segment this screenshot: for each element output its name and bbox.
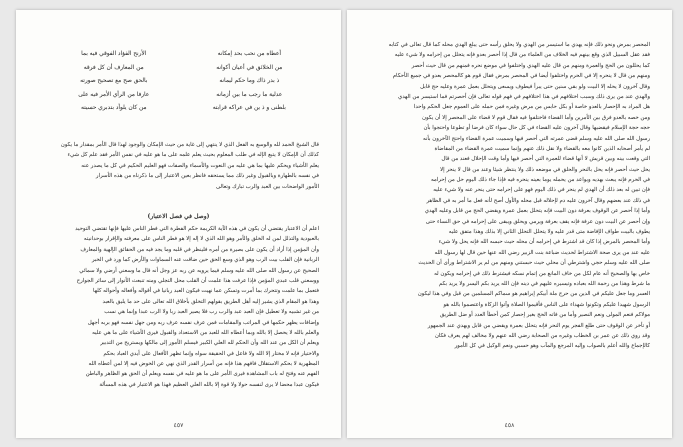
verse-hemistich: من كان يلوأد بتدبري حسيته bbox=[80, 105, 147, 112]
verse-hemistich: أعطاه من نحب بحد إمكانه bbox=[217, 51, 281, 57]
text-line: وإن أحصر عن البيت دون عرفة فإنه يقف بعرفة ويرمي ويحلق ويبقى على إحرامه في حق النساء حتى bbox=[425, 218, 650, 225]
verse-line bbox=[56, 89, 307, 103]
text-line: وأما إذا أحصر عن الوقوف بعرفة دون البيت فإنه يتحلل بعمل عمرة ويقضي الحج من قابل وعليه الهدي bbox=[424, 208, 650, 215]
text-line: وقد روي ذلك عن عمر بن الخطاب وغيره من الصحابة رضي الله عنهم ولا مخالف لهم يعرف فكان bbox=[434, 332, 650, 339]
verse-line bbox=[56, 62, 307, 76]
text-line: صلى الله عليه وسلم حجي واشترطي أن محلي حيث حبستني ومنهم من لم ير الاشتراط ورأى أن الحديث bbox=[418, 260, 650, 267]
text-line: الصحيح عن رسول الله صلى الله عليه وسلم فيما يرويه عن ربه عز وجل أنه قال ما وسعني أرضي ولا سمائي bbox=[79, 267, 319, 274]
text-line: وقال آخرون لا يحله إلا البيت ولو بقي سنين حتى يبرأ فيطوف ويسعى ويتحلل بعمل عمرة وعليه حج قابل bbox=[420, 83, 650, 90]
text-line: في نفسه بالطهارة وبالقبول وغير ذلك مما يستحقه فانظر بعين الاعتبار إلى ما ذكرناه من هذه الأسرار bbox=[95, 173, 319, 180]
page-number-right: ٤٥٨ bbox=[504, 422, 515, 429]
left-page bbox=[16, 10, 341, 438]
text-line: فإن تبين له بعد ذلك أن الهدي لم ينحر في ذلك اليوم فهو على إحرامه حتى ينحر عنه ولا شيء عليه bbox=[433, 187, 650, 194]
page-number-left: ٤٥٧ bbox=[173, 422, 184, 429]
text-line: العسر وما جعل عليكم في الدين من حرج ملة أبيكم إبراهيم هو سماكم المسلمين من قبل وفي هذا ليكون bbox=[417, 291, 650, 298]
text-line: ومن خصه بالعدو فرق بين الأمرين وأما القضاء فاختلفوا فيه فقال قوم لا قضاء على المحصر إلا أن يكون bbox=[422, 114, 650, 121]
text-line: ووسعني قلب عبدي المؤمن فإذا عرفت هذا علمت أن القلب محل التجلي ومنه تنبعث الأنوار إلى سائر الجوارح bbox=[76, 277, 319, 284]
verse-hemistich: من المعارف أن كل فرقه bbox=[83, 64, 144, 71]
text-line: هل المراد به الإحصار بالعدو خاصة أو بكل حابس من مرض وغيره فمن حمله على العموم جعل الحكم واحدا bbox=[413, 104, 650, 111]
verse-block bbox=[56, 48, 307, 128]
text-line: حجه حجة الإسلام فيقضيها وقال آخرون عليه القضاء في كل حال سواء كان فرضا أو تطوعا واحتجوا بأن bbox=[423, 125, 650, 132]
verse-hemistich: ذ بدر ذاك وما حكم ليمانه bbox=[219, 78, 280, 85]
text-line: مولاكم فنعم المولى ونعم النصير وأما من فاته الحج بغير إحصار كمن أخطأ العدد أو ضل الطريق bbox=[440, 312, 650, 319]
verse-line bbox=[56, 48, 307, 62]
text-line: يحل حيث أحصر فإنه يحل بالنحر والحلق في موضعه ذلك ولا ينتظر شيئا وعند من قال لا ينحر إلا bbox=[440, 166, 650, 173]
text-line: كما يحللون من الحج والعمرة ومنهم من قال عليه الهدي واختلفوا في موضع نحره فمنهم من قال حيث أحصر bbox=[411, 62, 650, 69]
text-line: وإضافات يظهر حكمها في المراتب والمقامات فمن عرف نفسه عرف ربه ومن جهل نفسه فهو بربه أجهل bbox=[87, 319, 319, 326]
text-line: كذلك أن الإمكان لا يتبع الإله في طلب المعلوم بحيث يعلم علمه على ما هو عليه في نفس الأمر فقد علم كل شيء bbox=[67, 152, 319, 159]
text-line: الربانية فإن القلب بيت الرب وهو الذي وسع الحق حين ضاقت عنه السماوات والأرض كما ورد في الخبر bbox=[91, 257, 319, 264]
verse-hemistich: عارفا من الرأي الأمر فيه على bbox=[78, 91, 150, 98]
text-line: المحصر بمرض ونحو ذلك فإنه يهدي ما استيسر من الهدي ولا يحلق رأسه حتى يبلغ الهدي محله كما قال تعالى في كتابه bbox=[388, 42, 650, 48]
verse-hemistich: بالحق صح مع تصحيح صورته bbox=[80, 78, 148, 85]
text-line: خاص بها والصحيح أنه عام لكل من خاف المانع من إتمام نسكه فيشترط ذلك في إحرامه ويكون له bbox=[434, 270, 650, 277]
text-line: ويعلم أن الكل من عند الله وأن الحكم لله العلي الكبير فيسلم الأمور إلى مالكها ويستريح من التدبير bbox=[100, 340, 319, 347]
text-line: يطوف بالبيت طواف الإفاضة متى قدر عليه ولا يتحلل التحلل الثاني إلا بذلك وهذا متفق عليه bbox=[448, 229, 650, 236]
text-line: التي وقعت بينه وبين قريش لا أنها قضاء للعمرة التي أحصر فيها وأما وقت الإحلال فعند من قال bbox=[441, 156, 650, 163]
text-line: الأمور الواضحات بين العبد والرب تبارك وتعالى bbox=[215, 183, 319, 190]
text-line: الرسول شهيدا عليكم وتكونوا شهداء على الناس فأقيموا الصلاة وآتوا الزكاة واعتصموا بالله هو bbox=[443, 301, 650, 308]
text-line: في ذلك عند بعضهم وقال آخرون عليه دم لإحلاله قبل محله والأول أصح لأنه فعل ما أمر به في الظاهر bbox=[426, 197, 650, 204]
text-line: رسول الله صلى الله عليه وسلم قضى عمرته التي أحصر فيها وسميت عمرة القضاء واحتج الآخرون بأنه bbox=[423, 135, 650, 142]
text-line: ومنهم من قال لا ينحره إلا في الحرم واختلفوا أيضا في المحصر بمرض فقال قوم هو كالمحصر بعدو في جميع الأحكام bbox=[392, 73, 650, 80]
text-line: والاختيار فإنه لا مختار إلا الله ولا فاعل في الحقيقة سواه وإنما تظهر الأفعال على أيدي العباد بحكم bbox=[103, 350, 319, 357]
text-line: لم يأمر أصحابه الذين كانوا معه بالقضاء ولا نقل ذلك عنهم وإنما سميت عمرة القضاء من المقاضاة bbox=[434, 145, 650, 152]
text-line: فيكون عبدا محضا لا يرى لنفسه حولا ولا قوة إلا بالله العلي العظيم فهذا هو الاعتبار في هذه المسألة bbox=[99, 381, 319, 388]
text-line: قال الشيخ الحمد لله والوسع به الفعل الذي لا ينتهي إلى غاية من حيث الإمكان والوجود لهذا قال الأمر بمقدار ما يكون bbox=[60, 142, 319, 148]
text-line: المظهرية لا بحكم الاستقلال فافهم هذا فإنه من أسرار القدر الذي نهي عن الخوض فيه إلا لمن أعطاه الله bbox=[88, 361, 319, 368]
verse-line bbox=[56, 75, 307, 89]
right-body-text bbox=[369, 40, 650, 352]
text-line: وأما المحصر بالمرض إذا كان قد اشترط في إحرامه أن محله حيث حبسه الله فإنه يحل ولا شيء bbox=[438, 239, 650, 246]
text-line: ما شرط وهذا من رحمة الله بعباده وتيسيره عليهم في دينه فإن الله يريد بكم اليسر ولا يريد بكم bbox=[438, 280, 650, 287]
text-line: والعلم بالله لا يحصل إلا بالله وبما أعطاه الله للعبد من الاستعداد والقبول فيرى الأشياء على ما هي عليه bbox=[92, 329, 319, 336]
text-line: بالعبودية والتذلل لمن له الخلق والأمر وهو الله الذي لا إله إلا هو فطر الناس على معرفته والإقرار بوحدانيته bbox=[83, 236, 319, 243]
text-line: فتعمل بما علمت وتتحرك بما أمرت وتسكن عما نهيت فيكون العبد ربانيا في أقواله وأفعاله وأحواله كلها bbox=[92, 288, 319, 295]
text-line: الفهم عنه وفتح له باب المشاهدة فيرى الأمر على ما هو عليه في نفسه ويعلم أن الحق هو الظاهر والباطن bbox=[85, 371, 319, 378]
left-intro-text bbox=[38, 140, 319, 192]
text-line: عليه عند من يرى صحة الاشتراط لحديث ضباعة بنت الزبير رضي الله عنها حين قال لها رسول الله bbox=[434, 249, 650, 256]
text-line: فقد عقل السبيل الذي وقع بينهم فيه الخلاف من العلماء من قال إذا أحصر بعدو فإنه يتحلل من إحرامه ولا شيء عليه bbox=[394, 52, 650, 59]
text-line: والهدي عند من يرى ذلك وسبب اختلافهم في هذا اختلافهم في فهم قوله تعالى فإن أحصرتم فما استيسر من الهدي bbox=[398, 93, 650, 100]
text-line: اعلم أن الاعتبار يقتضي أن يكون في هذه الآية الكريمة حكم الفطرة التي فطر الناس عليها فإنها تقتضي التوحيد bbox=[75, 226, 319, 232]
text-line: من غير تشبيه ولا تعطيل فإن العبد عبد والرب رب فلا يصير العبد ربا ولا الرب عبدا وإنما هي نسب bbox=[104, 309, 319, 316]
text-line: وهذا هو المقام الذي يشير إليه أهل الطريق بقولهم التخلق بأخلاق الله تعالى على حد ما يليق بالعبد bbox=[102, 298, 319, 305]
verse-line bbox=[56, 102, 307, 116]
text-line: وأن المؤمن إذا أراد أن يكون على بصيرة من أمره فلينظر في قلبه وما يجد فيه من الحقائق الإلهية والمعارف bbox=[80, 246, 319, 253]
text-line: أو تأخر عن الوقوف حتى طلع الفجر يوم النحر فإنه يتحلل بعمرة ويقضي من قابل ويهدي عند الجمهور bbox=[427, 322, 650, 329]
verse-hemistich: الأرنح الفؤاد الفوقي فيه بما bbox=[81, 51, 147, 57]
verse-hemistich: بلطنى و ذ ين في عراكه قرابته bbox=[212, 105, 286, 112]
text-line: يعلم الأشياء ويحكم عليها بما هي عليه من النعوت والأسماء والصفات فهو العليم الحكيم في كل ما يصدر عنه bbox=[81, 162, 319, 169]
section-heading: (وصل في فصل الاعتبار) bbox=[147, 213, 210, 220]
left-body-text bbox=[38, 224, 319, 390]
text-line: كالإجماع والله أعلم بالصواب وإليه المرجع والمآب وهو حسبي ونعم الوكيل في كل الأمور bbox=[454, 343, 650, 350]
verse-hemistich: من الخلائق في أعيان أكوانه bbox=[216, 64, 283, 71]
text-line: في الحرم فإنه يبعث بهديه ويواعد من يحمله يوما بعينه ينحره فيه فإذا جاء ذلك اليوم حل من إحرامه bbox=[430, 177, 650, 184]
right-page bbox=[347, 10, 672, 438]
verse-hemistich: عدلية ما رجب ما بين أزمانه bbox=[216, 91, 283, 98]
